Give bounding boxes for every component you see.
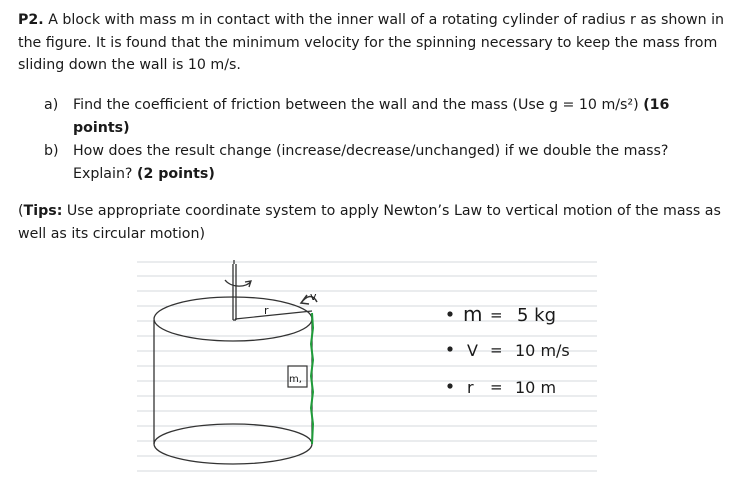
given-values xyxy=(447,302,569,397)
question-b-points: (2 points) xyxy=(136,165,215,182)
tips-paragraph xyxy=(18,200,733,245)
bullet-icon xyxy=(447,311,452,316)
velocity-label: v xyxy=(310,290,317,303)
rotation-axis xyxy=(233,260,236,320)
radius-label: r xyxy=(264,304,269,317)
rotation-arrow-icon xyxy=(225,280,251,287)
given-radius-value: 10 m xyxy=(515,378,557,397)
given-velocity-value: 10 m/s xyxy=(515,341,570,360)
problem-statement xyxy=(18,9,733,77)
tips-text: Use appropriate coordinate system to apply Newton’s Law to vertical motion of the mass as well as its circular motion) xyxy=(18,203,721,242)
given-velocity-equals: = xyxy=(490,341,503,359)
notebook-lines xyxy=(137,262,597,471)
question-a-label: a) xyxy=(44,97,59,113)
mass-block-label: m, xyxy=(289,374,302,385)
wall-contact-line xyxy=(311,313,313,444)
question-b-text: How does the result change (increase/decrease/unchanged) if we double the mass? Explain? xyxy=(73,143,669,182)
given-radius-equals: = xyxy=(490,378,503,396)
bullet-icon xyxy=(447,383,452,388)
given-velocity-symbol: V xyxy=(467,341,478,360)
tips-open-paren: ( xyxy=(18,203,24,219)
given-mass-value: 5 kg xyxy=(517,305,557,326)
question-b-label: b) xyxy=(44,143,59,159)
radius-line xyxy=(235,311,312,319)
cylinder-bottom xyxy=(154,424,312,464)
given-mass-equals: = xyxy=(490,306,503,324)
given-mass-symbol: m xyxy=(463,302,483,326)
problem-text: A block with mass m in contact with the inner wall of a rotating cylinder of radius r as shown in the figure. It is found that the minimum velocity for the spinning necessary to keep the mass from sliding down the wall is 10 m/s. xyxy=(18,12,725,74)
question-a-text: Find the coefficient of friction between the wall and the mass (Use g = 10 m/s²) xyxy=(73,97,639,113)
given-radius-symbol: r xyxy=(467,378,474,397)
question-a-points: (16 points) xyxy=(73,97,670,136)
tips-label: Tips: xyxy=(23,203,63,219)
cylinder-figure xyxy=(137,258,597,480)
bullet-icon xyxy=(447,346,452,351)
problem-label: P2. xyxy=(18,12,44,28)
